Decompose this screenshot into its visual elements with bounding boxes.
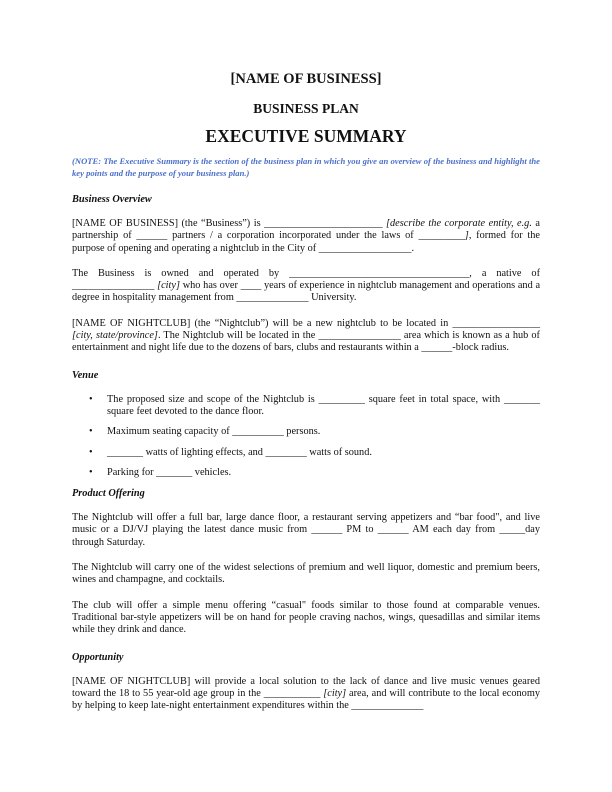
text-run: [NAME OF NIGHTCLUB] (the “Nightclub”) will be a new nightclub to be located in _________________ xyxy=(72,317,540,329)
venue-list xyxy=(72,394,540,479)
bullet-icon: • xyxy=(89,466,93,478)
opportunity-paragraph xyxy=(72,676,540,713)
bullet-icon: • xyxy=(89,426,93,438)
business-overview-paragraph-3 xyxy=(72,318,540,355)
italic-run: ] xyxy=(464,230,469,242)
document-page xyxy=(72,70,540,712)
text-run: [NAME OF BUSINESS] (the “Business”) is _______________________ xyxy=(72,218,387,229)
list-item-text: The proposed size and scope of the Nightclub is _________ square feet in total space, with _______ square feet devoted to the dance floor. xyxy=(107,393,540,417)
text-run: [NAME OF NIGHTCLUB] will provide a local solution to the lack of dance and live music venues geared toward the 18 to 55 year-old age group in the ___________ xyxy=(72,675,540,699)
list-item-text: Parking for _______ vehicles. xyxy=(107,466,232,478)
business-overview-heading: Business Overview xyxy=(72,194,152,205)
business-overview-paragraph-1 xyxy=(72,218,540,255)
business-name-title: [NAME OF BUSINESS] xyxy=(230,71,382,87)
section-title: EXECUTIVE SUMMARY xyxy=(205,126,407,146)
venue-heading: Venue xyxy=(72,369,99,381)
venue-list-item xyxy=(72,426,540,438)
venue-list-item xyxy=(72,394,540,419)
document-type-title: BUSINESS PLAN xyxy=(253,101,359,116)
instruction-note: (NOTE: The Executive Summary is the section of the business plan in which you give an overview of the business and highlight the key points and the purpose of your business plan.) xyxy=(72,156,540,178)
product-offering-paragraph: The club will offer a simple menu offering “casual" foods similar to those found at comparable venues. Traditional bar-style appetizers will be on hand for people craving nachos, wings, quesadillas and similar items while they drink and dance. xyxy=(72,599,540,636)
venue-list-item xyxy=(72,447,540,459)
bullet-icon: • xyxy=(89,446,93,458)
italic-run: [city] xyxy=(157,280,180,292)
product-offering-heading: Product Offering xyxy=(72,488,145,500)
text-run: , formed for the purpose of opening and operating a nightclub in the City of __________________. xyxy=(72,230,540,254)
text-run: a partnership of ______ partners / a corporation incorporated under the laws of _________ xyxy=(72,218,540,242)
text-run: The Business is owned and operated by ___________________________________, a native of ________________ xyxy=(72,267,540,292)
italic-run: [city, state/province] xyxy=(72,330,158,342)
text-run: area, and will contribute to the local economy by helping to keep late-night entertainment expenditures within the ______________ xyxy=(72,687,540,712)
list-item-text: Maximum seating capacity of __________ persons. xyxy=(107,426,321,438)
product-offering-paragraph: The Nightclub will offer a full bar, large dance floor, a restaurant serving appetizers and “bar food", and live music or a DJ/VJ playing the latest dance music from ______ PM to ______ AM each day from _____day through Saturday. xyxy=(72,512,540,548)
list-item-text: _______ watts of lighting effects, and ________ watts of sound. xyxy=(107,446,372,458)
bullet-icon: • xyxy=(89,393,93,405)
venue-list-item xyxy=(72,467,540,479)
business-overview-paragraph-2 xyxy=(72,268,540,305)
italic-run: [describe the corporate entity, e.g. xyxy=(386,218,532,229)
italic-run: [city] xyxy=(323,687,347,699)
text-run: who has over ____ years of experience in nightclub management and operations and a degree in hospitality management from ______________ University. xyxy=(72,280,541,304)
opportunity-heading: Opportunity xyxy=(72,651,124,663)
product-offering-paragraph: The Nightclub will carry one of the widest selections of premium and well liquor, domestic and premium beers, wines and champagne, and cocktails. xyxy=(72,562,540,586)
text-run: . The Nightclub will be located in the ________________ area which is known as a hub of entertainment and night life due to the dozens of bars, clubs and restaurants within a ______-block radius. xyxy=(72,330,540,354)
